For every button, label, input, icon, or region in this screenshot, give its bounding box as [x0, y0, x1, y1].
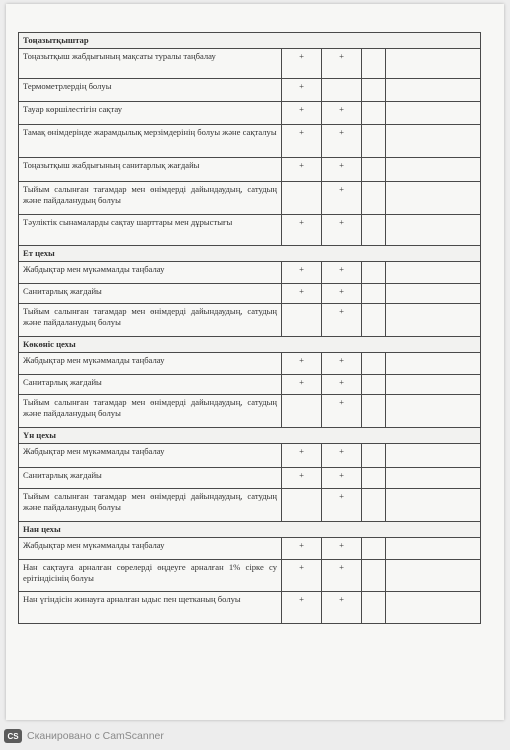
scanner-footer: [4, 728, 164, 744]
criterion-text: Санитарлық жағдайы: [19, 284, 282, 304]
empty-cell-wide: [386, 538, 481, 560]
mark-cell-first: +: [282, 284, 322, 304]
table-row: [19, 592, 481, 624]
empty-cell-narrow: [362, 353, 386, 375]
mark-cell-first: +: [282, 102, 322, 125]
empty-cell-wide: [386, 158, 481, 182]
criterion-text: Тыйым салынған тағамдар мен өнімдерді дайындаудың, сатудың және пайдаланудың болуы: [19, 395, 282, 428]
table-row: [19, 489, 481, 522]
mark-cell-second: +: [322, 262, 362, 284]
table-row: [19, 353, 481, 375]
table-row: [19, 182, 481, 215]
empty-cell-narrow: [362, 304, 386, 337]
mark-cell-second: [322, 79, 362, 102]
criterion-text: Тыйым салынған тағамдар мен өнімдерді дайындаудың, сатудың және пайдаланудың болуы: [19, 489, 282, 522]
empty-cell-wide: [386, 560, 481, 592]
empty-cell-wide: [386, 304, 481, 337]
table-row: [19, 79, 481, 102]
empty-cell-narrow: [362, 102, 386, 125]
empty-cell-narrow: [362, 182, 386, 215]
mark-cell-second: +: [322, 304, 362, 337]
camscanner-logo-icon: CS: [4, 729, 22, 743]
mark-cell-second: +: [322, 468, 362, 489]
section-header-row: [19, 246, 481, 262]
section-header-row: [19, 428, 481, 444]
table-row: [19, 375, 481, 395]
empty-cell-wide: [386, 353, 481, 375]
empty-cell-narrow: [362, 125, 386, 158]
mark-cell-second: +: [322, 182, 362, 215]
section-header-row: [19, 522, 481, 538]
mark-cell-second: +: [322, 444, 362, 468]
mark-cell-first: +: [282, 468, 322, 489]
section-title: Ет цехы: [19, 246, 481, 262]
empty-cell-narrow: [362, 538, 386, 560]
mark-cell-first: +: [282, 158, 322, 182]
table-row: [19, 49, 481, 79]
criterion-text: Нан үгіндісін жинауға арналған ыдыс пен щетканың болуы: [19, 592, 282, 624]
mark-cell-first: [282, 304, 322, 337]
scanner-footer-text: Сканировано с CamScanner: [27, 730, 164, 742]
document-page: [6, 4, 504, 720]
mark-cell-second: +: [322, 49, 362, 79]
criterion-text: Тәуліктік сынамаларды сақтау шарттары мен дұрыстығы: [19, 215, 282, 246]
inspection-checklist-table: [18, 32, 481, 624]
mark-cell-first: +: [282, 592, 322, 624]
criterion-text: Тоңазытқыш жабдығының мақсаты туралы таңбалау: [19, 49, 282, 79]
criterion-text: Санитарлық жағдайы: [19, 468, 282, 489]
empty-cell-narrow: [362, 375, 386, 395]
table-row: [19, 262, 481, 284]
empty-cell-wide: [386, 125, 481, 158]
empty-cell-wide: [386, 395, 481, 428]
table-row: [19, 560, 481, 592]
mark-cell-second: +: [322, 560, 362, 592]
mark-cell-second: +: [322, 592, 362, 624]
mark-cell-first: +: [282, 538, 322, 560]
mark-cell-second: +: [322, 353, 362, 375]
empty-cell-wide: [386, 49, 481, 79]
criterion-text: Жабдықтар мен мүкәммалды таңбалау: [19, 444, 282, 468]
section-title: Көкөніс цехы: [19, 337, 481, 353]
table-row: [19, 158, 481, 182]
mark-cell-first: +: [282, 353, 322, 375]
empty-cell-narrow: [362, 489, 386, 522]
mark-cell-second: +: [322, 102, 362, 125]
empty-cell-narrow: [362, 444, 386, 468]
mark-cell-second: +: [322, 284, 362, 304]
empty-cell-narrow: [362, 262, 386, 284]
table-row: [19, 215, 481, 246]
mark-cell-first: +: [282, 125, 322, 158]
checklist-body: [19, 33, 481, 624]
mark-cell-first: +: [282, 375, 322, 395]
mark-cell-second: +: [322, 395, 362, 428]
empty-cell-narrow: [362, 215, 386, 246]
mark-cell-first: [282, 395, 322, 428]
section-header-row: [19, 337, 481, 353]
empty-cell-narrow: [362, 592, 386, 624]
empty-cell-wide: [386, 468, 481, 489]
empty-cell-narrow: [362, 468, 386, 489]
empty-cell-wide: [386, 284, 481, 304]
criterion-text: Жабдықтар мен мүкәммалды таңбалау: [19, 538, 282, 560]
empty-cell-wide: [386, 262, 481, 284]
criterion-text: Жабдықтар мен мүкәммалды таңбалау: [19, 353, 282, 375]
criterion-text: Тыйым салынған тағамдар мен өнімдерді дайындаудың, сатудың және пайдаланудың болуы: [19, 182, 282, 215]
empty-cell-narrow: [362, 158, 386, 182]
mark-cell-second: +: [322, 375, 362, 395]
criterion-text: Термометрлердің болуы: [19, 79, 282, 102]
criterion-text: Тамақ өнімдерінде жарамдылық мерзімдерінің болуы және сақталуы: [19, 125, 282, 158]
empty-cell-narrow: [362, 49, 386, 79]
empty-cell-wide: [386, 592, 481, 624]
mark-cell-second: +: [322, 489, 362, 522]
mark-cell-first: +: [282, 444, 322, 468]
mark-cell-second: +: [322, 125, 362, 158]
empty-cell-narrow: [362, 560, 386, 592]
empty-cell-wide: [386, 182, 481, 215]
table-row: [19, 395, 481, 428]
mark-cell-first: [282, 182, 322, 215]
mark-cell-first: +: [282, 262, 322, 284]
section-header-row: [19, 33, 481, 49]
empty-cell-wide: [386, 215, 481, 246]
empty-cell-wide: [386, 489, 481, 522]
empty-cell-wide: [386, 102, 481, 125]
mark-cell-first: +: [282, 79, 322, 102]
mark-cell-second: +: [322, 215, 362, 246]
empty-cell-narrow: [362, 284, 386, 304]
table-row: [19, 304, 481, 337]
table-row: [19, 444, 481, 468]
mark-cell-first: +: [282, 215, 322, 246]
section-title: Тоңазытқыштар: [19, 33, 481, 49]
mark-cell-first: +: [282, 560, 322, 592]
empty-cell-narrow: [362, 79, 386, 102]
table-row: [19, 284, 481, 304]
empty-cell-narrow: [362, 395, 386, 428]
criterion-text: Жабдықтар мен мүкәммалды таңбалау: [19, 262, 282, 284]
criterion-text: Тоңазытқыш жабдығының санитарлық жағдайы: [19, 158, 282, 182]
table-row: [19, 538, 481, 560]
empty-cell-wide: [386, 375, 481, 395]
mark-cell-second: +: [322, 158, 362, 182]
mark-cell-second: +: [322, 538, 362, 560]
section-title: Үн цехы: [19, 428, 481, 444]
criterion-text: Санитарлық жағдайы: [19, 375, 282, 395]
empty-cell-wide: [386, 79, 481, 102]
empty-cell-wide: [386, 444, 481, 468]
table-row: [19, 102, 481, 125]
table-row: [19, 468, 481, 489]
criterion-text: Тыйым салынған тағамдар мен өнімдерді дайындаудың, сатудың және пайдаланудың болуы: [19, 304, 282, 337]
section-title: Нан цехы: [19, 522, 481, 538]
mark-cell-first: [282, 489, 322, 522]
table-row: [19, 125, 481, 158]
mark-cell-first: +: [282, 49, 322, 79]
criterion-text: Нан сақтауға арналған сөрелерді өңдеуге арналған 1% сірке су ерітіндісінің болуы: [19, 560, 282, 592]
criterion-text: Тауар көршілестігін сақтау: [19, 102, 282, 125]
